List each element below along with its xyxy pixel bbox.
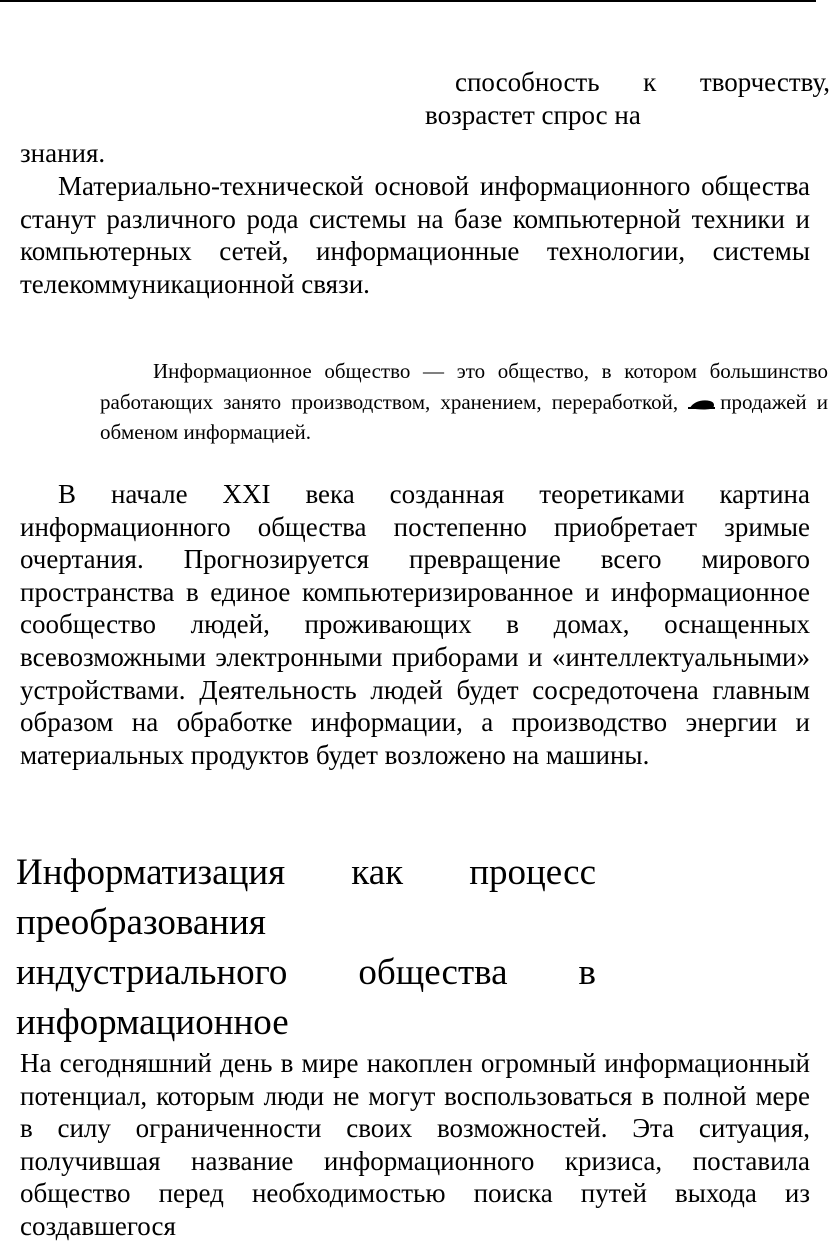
section-heading [16, 848, 596, 1048]
paragraph-information-crisis: На сегодняшний день в мире накоплен огромный информационный потенциал, которым люди не могут воспользоваться в полной мере в силу ограниченности своих возможностей. Эта ситуация, получившая название информационного кризиса, поставила общество перед необходимостью поиска путей выхода из создавшегося [20, 1048, 810, 1241]
heading-line-1: Информатизация как процесс [16, 852, 596, 893]
text-fragment-demand: возрастет спрос на [425, 100, 641, 130]
text-fragment-creativity: способность к творчеству, [455, 67, 830, 97]
heading-line-4: информационное [16, 1002, 289, 1043]
definition-quote [100, 356, 828, 448]
ink-blot-icon [688, 397, 716, 411]
quote-text-start: Информационное общество — это общество, в котором большинство работающих занято производством, хранением, переработкой, [100, 359, 828, 414]
text-fragment-knowledge: знания. [20, 138, 106, 168]
heading-line-2: преобразования [16, 902, 266, 943]
top-border-line [0, 0, 816, 2]
paragraph-material-basis: Материально-технической основой информационного общества станут различного рода системы на базе компьютерной техники и компьютерных сетей, информационные технологии, системы телекоммуникационной связи. [20, 171, 810, 299]
paragraph-xxi-century: В начале XXI века созданная теоретиками картина информационного общества постепенно приобретает зримые очертания. Прогнозируется превращение всего мирового пространства в единое компьютеризированное и информационное сообщество людей, проживающих в домах, оснащенных всевозможными электронными приборами и «интеллектуальными» устройствами. Деятельность людей будет сосредоточена главным образом на обработке информации, а производство энергии и материальных продуктов будет возложено на машины. [20, 479, 810, 770]
heading-line-3: индустриального общества в [16, 952, 596, 993]
quote-text-end: продажей и обменом информацией. [100, 389, 829, 444]
